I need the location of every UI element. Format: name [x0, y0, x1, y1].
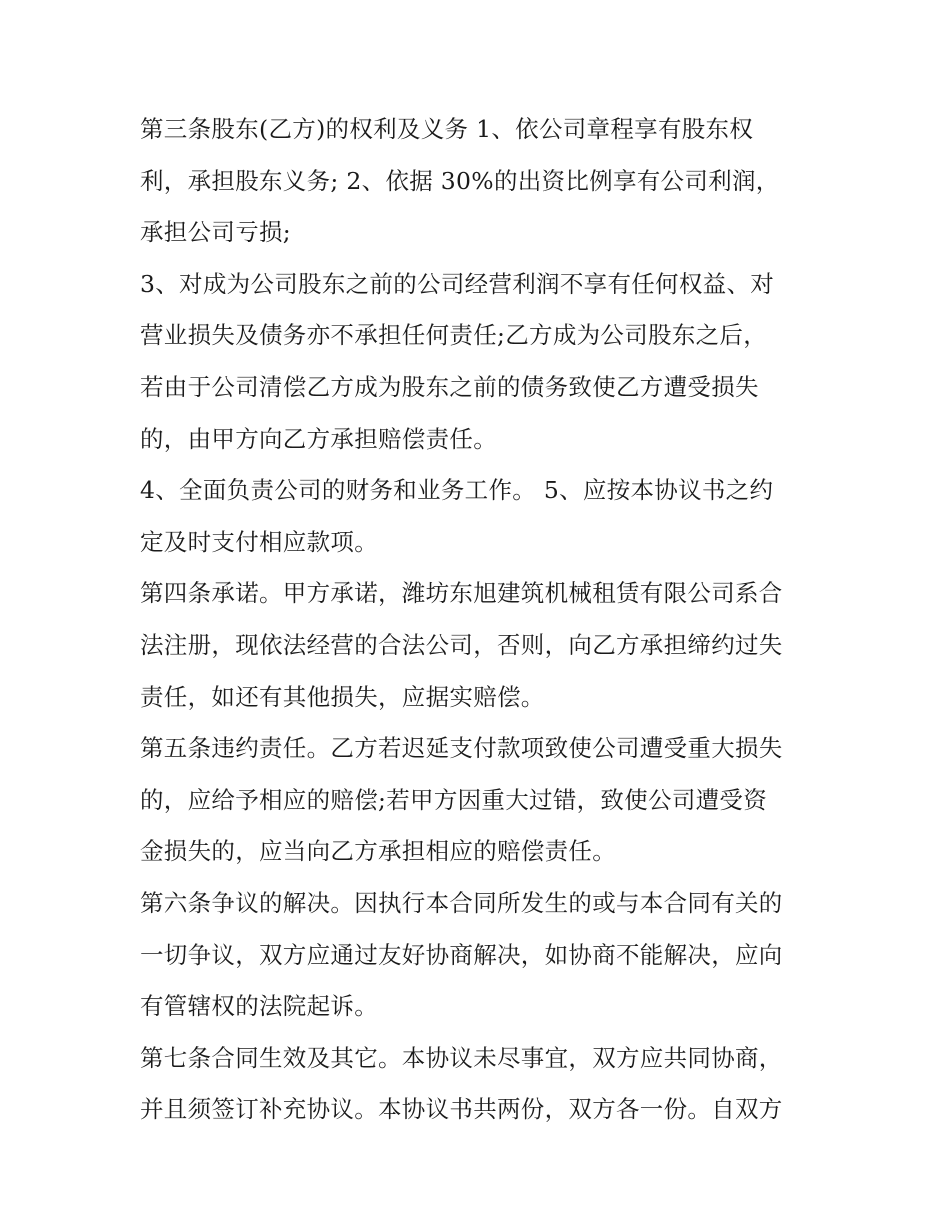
- text-line: 责任，如还有其他损失，应据实赔偿。: [140, 682, 545, 711]
- text-line: 第四条承诺。甲方承诺，潍坊东旭建筑机械租赁有限公司系合: [140, 579, 783, 608]
- text-line: 承担公司亏损;: [140, 218, 292, 247]
- text-line: 3、对成为公司股东之前的公司经营利润不享有任何权益、对: [140, 269, 775, 298]
- text-line: 有管辖权的法院起诉。: [140, 992, 378, 1021]
- text-line: 第七条合同生效及其它。本协议未尽事宜，双方应共同协商，: [140, 1043, 783, 1072]
- text-line: 的，应给予相应的赔偿;若甲方因重大过错，致使公司遭受资: [140, 785, 768, 814]
- text-line: 若由于公司清偿乙方成为股东之前的债务致使乙方遭受损失: [140, 372, 759, 401]
- text-line: 4、全面负责公司的财务和业务工作。 5、应按本协议书之约: [140, 476, 774, 505]
- text-line: 定及时支付相应款项。: [140, 527, 378, 556]
- text-line: 法注册，现依法经营的合法公司，否则，向乙方承担缔约过失: [140, 630, 783, 659]
- text-line: 金损失的，应当向乙方承担相应的赔偿责任。: [140, 837, 616, 866]
- text-line: 第三条股东(乙方)的权利及义务 1、依公司章程享有股东权: [140, 115, 754, 143]
- text-line: 第六条争议的解决。因执行本合同所发生的或与本合同有关的: [140, 888, 783, 917]
- text-line: 的，由甲方向乙方承担赔偿责任。: [140, 424, 497, 453]
- text-line: 并且须签订补充协议。本协议书共两份，双方各一份。自双方: [140, 1095, 783, 1124]
- text-line: 利，承担股东义务; 2、依据 30%的出资比例享有公司利润，: [140, 166, 780, 195]
- text-line: 营业损失及债务亦不承担任何责任;乙方成为公司股东之后，: [140, 321, 768, 350]
- document-body: [140, 104, 820, 1136]
- text-line: 一切争议，双方应通过友好协商解决，如协商不能解决，应向: [140, 940, 783, 969]
- text-line: 第五条违约责任。乙方若迟延支付款项致使公司遭受重大损失: [140, 734, 783, 763]
